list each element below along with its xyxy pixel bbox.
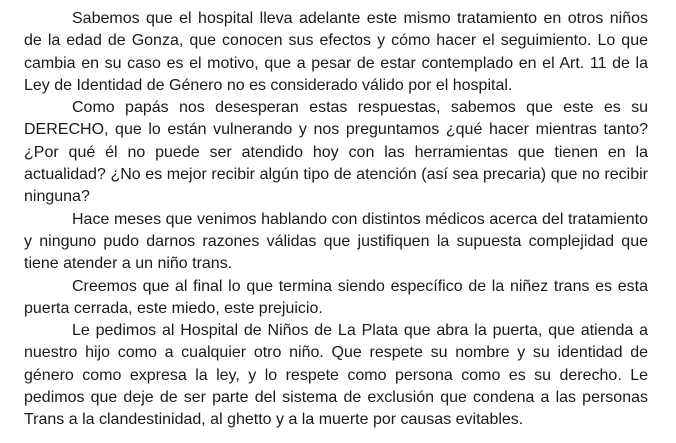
paragraph-parents-questions: Como papás nos desesperan estas respuestas, sabemos que este es su DERECHO, que lo están vulnerando y nos preguntamos ¿qué hacer mientras tanto? ¿Por qué él no puede ser atendido hoy con las herramientas que tienen en la actualidad? ¿No es mejor recibir algún tipo de atención (así sea precaria) que no recibir ninguna? [24, 99, 648, 206]
paragraph-hospital-treatment: Sabemos que el hospital lleva adelante este mismo tratamiento en otros niños de la edad de Gonza, que conocen sus efectos y cómo hacer el seguimiento. Lo que cambia en su caso es el motivo, que a pesar de estar contemplado en el Art. 11 de la Ley de Identidad de Género no es considerado válido por el hospital. [24, 10, 648, 94]
paragraph-request-to-hospital: Le pedimos al Hospital de Niños de La Plata que abra la puerta, que atienda a nuestro hijo como a cualquier otro niño. Que respete su nombre y su identidad de género como expresa la ley, y lo respete como persona como es su derecho. Le pedimos que deje de ser parte del sistema de exclusión que condena a las personas Trans a la clandestinidad, al ghetto y a la muerte por causas evitables. [24, 322, 648, 429]
paragraph-doctors-conversations: Hace meses que venimos hablando con distintos médicos acerca del tratamiento y ninguno pudo darnos razones válidas que justifiquen la supuesta complejidad que tiene atender a un niño trans. [24, 210, 648, 273]
paragraph-closed-door: Creemos que al final lo que termina siendo específico de la niñez trans es esta puerta cerrada, este miedo, este prejuicio. [24, 277, 648, 317]
document-body [24, 8, 648, 432]
